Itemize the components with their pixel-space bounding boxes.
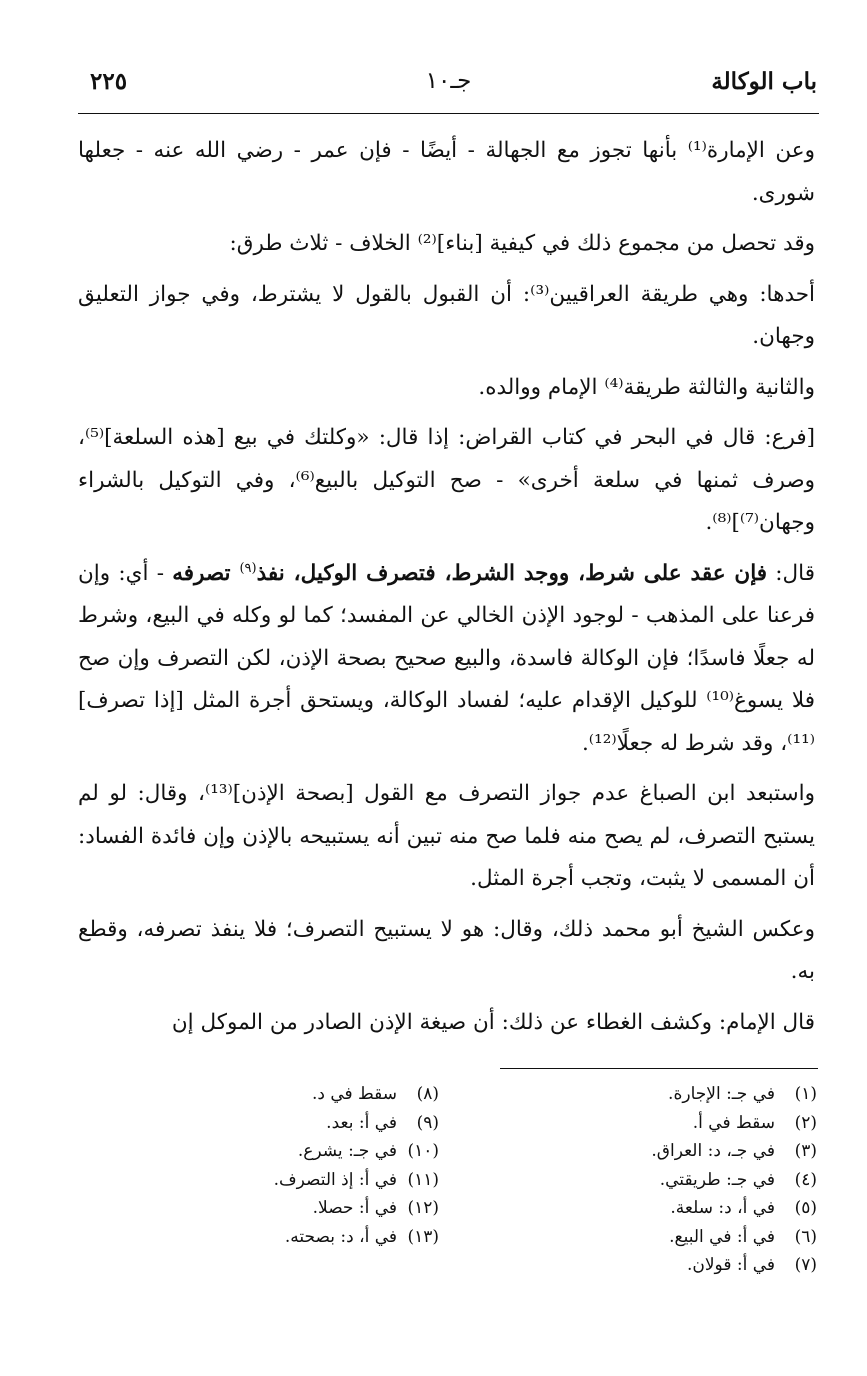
footnote-marker: (٩) [239,560,257,576]
footnote-text: في أ، د: سلعة. [670,1198,775,1218]
footnote-text: سقط في د. [311,1084,397,1104]
footnote-text: في أ: إذ التصرف. [273,1169,397,1190]
matn-commentary: - أي: وإن فرعنا على المذهب - لوجود الإذن الخالي عن المفسد؛ كما لو وكله في البيع، وشرط له جعلًا فاسدًا؛ فإن الوكالة فاسدة، والبيع صحيح بصحة الإذن، لكن التصرف وإن صح فلا يسوغ⁽¹⁰⁾ للوكيل الإقدام عليه؛ لفساد الوكالة، ويستحق أجرة المثل [إذا تصرف]⁽¹¹⁾، وقد شرط له جعلًا⁽¹²⁾. [78,560,816,756]
footnote-number: (١٢) [407,1198,439,1218]
footnote-number: (١٣) [407,1226,439,1247]
paragraph: واستبعد ابن الصباغ عدم جواز التصرف مع القول [بصحة الإذن]⁽¹³⁾، وقال: لو لم يستبح التصرف، لم يصح منه فلما صح منه تبين أنه يستبيحه بالإذن وإن فائدة الفساد: أن المسمى لا يثبت، وتجب أجرة المثل. [78,781,815,891]
footnote-text: في أ: حصلا. [312,1198,397,1218]
footnote [517,1109,817,1138]
footnote-text: في أ: بعد. [326,1112,397,1133]
footnote-text: في جـ، د: العراق. [651,1141,775,1161]
paragraph: والثانية والثالثة طريقة⁽⁴⁾ الإمام ووالده. [478,374,815,400]
footnote [517,1194,817,1223]
footnote-text: في أ، د: بصحته. [284,1226,397,1247]
main-text [78,130,815,1052]
footnote-number: (١١) [407,1169,439,1190]
footnote-text: في جـ: يشرع. [297,1141,397,1161]
footnote-text: في جـ: طريقتي. [659,1169,775,1190]
paragraph: وعكس الشيخ أبو محمد ذلك، وقال: هو لا يستبيح التصرف؛ فلا ينفذ تصرفه، وقطع به. [78,916,815,984]
page-number: ٢٢٥ [90,68,128,95]
footnote [149,1109,439,1138]
chapter-title: باب الوكالة [711,68,817,95]
paragraph: قال الإمام: وكشف الغطاء عن ذلك: أن صيغة الإذن الصادر من الموكل إن [171,1009,815,1035]
footnote-number: (٤) [794,1169,817,1190]
footnote-text: في أ: في البيع. [669,1226,775,1247]
footnote [149,1166,439,1195]
footnote-rule [500,1068,818,1069]
footnote-number: (٩) [416,1112,439,1133]
footnote-text: في أ: قولان. [686,1255,775,1275]
footnote-number: (١٠) [407,1141,439,1161]
footnote-number: (٧) [794,1255,817,1275]
footnotes-left-column [149,1080,439,1251]
paragraph: [فرع: قال في البحر في كتاب القراض: إذا قال: «وكلتك في بيع [هذه السلعة]⁽⁵⁾، وصرف ثمنها في سلعة أخرى» - صح التوكيل بالبيع⁽⁶⁾، وفي التوكيل بالشراء وجهان⁽⁷⁾]⁽⁸⁾. [78,425,815,535]
footnote-number: (٨) [416,1084,439,1104]
running-header [80,68,817,108]
footnote-text: في جـ: الإجارة. [668,1084,775,1104]
paragraph-matn [78,553,815,766]
footnote [149,1137,439,1166]
paragraph: وقد تحصل من مجموع ذلك في كيفية [بناء]⁽²⁾ الخلاف - ثلاث طرق: [229,231,815,256]
footnote-number: (١) [794,1084,817,1104]
paragraph: وعن الإمارة⁽¹⁾ بأنها تجوز مع الجهالة - أيضًا - فإن عمر - رضي الله عنه - جعلها شورى. [78,138,815,206]
footnote-number: (٢) [794,1112,817,1133]
footnote-text: سقط في أ. [692,1112,775,1133]
footnote [517,1251,817,1280]
matn-bold-text-2: تصرفه [172,560,240,586]
footnote-number: (٥) [794,1198,817,1218]
footnote-number: (٦) [794,1226,817,1247]
volume-label: جـ١٠ [425,68,472,94]
footnotes-right-column [517,1080,817,1280]
footnote-number: (٣) [794,1141,817,1161]
paragraph: أحدها: وهي طريقة العراقيين⁽³⁾: أن القبول بالقول لا يشترط، وفي جواز التعليق وجهان. [78,281,815,349]
footnote [517,1137,817,1166]
footnote [517,1080,817,1109]
matn-bold-text: فإن عقد على شرط، ووجد الشرط، فتصرف الوكيل، نفذ [256,560,768,586]
footnote [149,1223,439,1252]
footnote [517,1223,817,1252]
header-rule [78,113,819,114]
footnote [149,1194,439,1223]
footnote [517,1166,817,1195]
matn-lead: قال: [767,560,815,586]
footnote [149,1080,439,1109]
